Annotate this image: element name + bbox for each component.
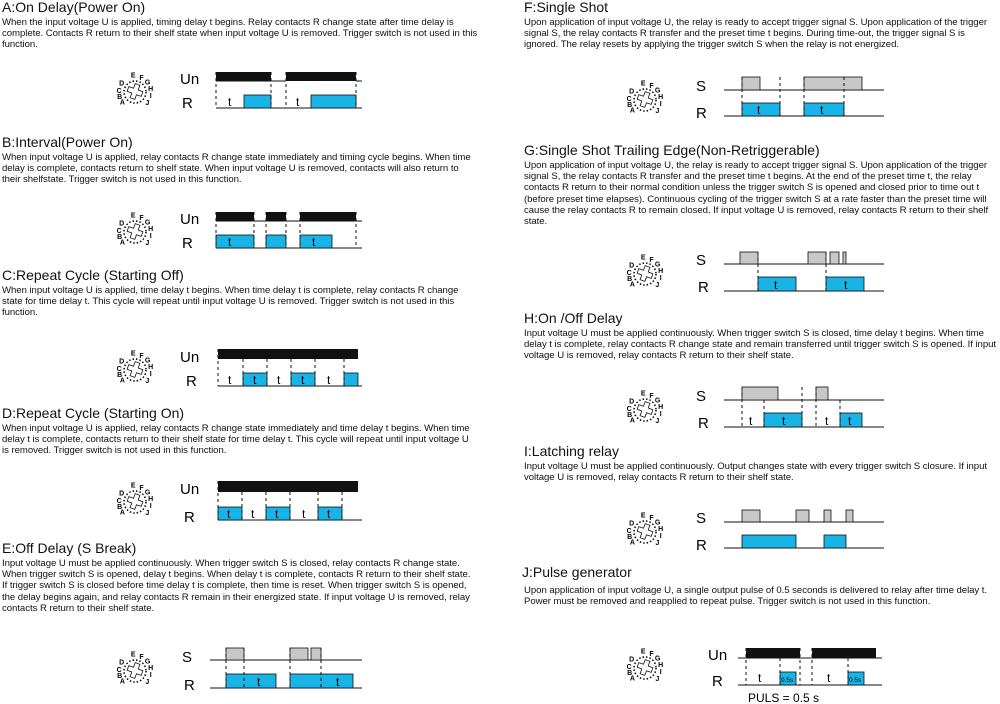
dial-letter: B: [117, 93, 123, 101]
dial-icon: [117, 652, 154, 686]
dial-letter: J: [145, 239, 150, 247]
dial-letter: F: [139, 653, 144, 661]
dial-letter: A: [119, 239, 125, 247]
dial-letter: E: [640, 80, 646, 88]
t-label: t: [825, 414, 829, 428]
timing-diagram-b: [110, 206, 370, 254]
row-label-2: R: [712, 673, 723, 690]
section-description: Upon application of input voltage U, a single output pulse of 0.5 seconds is delivered to relay after time delay t. Power must be removed and reapplied to repeat pulse. Trigger switch is not used in this function.: [524, 585, 988, 608]
t-label: t: [774, 278, 778, 292]
section-title: B:Interval(Power On): [2, 134, 133, 150]
t-label: t: [301, 373, 305, 387]
t-label: t: [296, 95, 300, 109]
section-e: [2, 541, 478, 614]
section-h: [524, 311, 1000, 362]
timing-diagram-j: [620, 644, 890, 704]
t-label: t: [758, 671, 762, 685]
t-label: t: [336, 675, 340, 689]
dial-letter: J: [655, 675, 660, 683]
row-label-2: R: [184, 509, 195, 526]
row-label-2: R: [696, 105, 707, 122]
timing-diagram-g: [620, 248, 890, 296]
dial-letter: E: [130, 651, 136, 659]
t-label: t: [327, 507, 331, 521]
dial-letter: G: [654, 519, 661, 527]
dial-letter: G: [144, 357, 151, 365]
row-label-1: S: [696, 510, 707, 527]
dial-letter: F: [139, 484, 144, 492]
row-label-1: S: [182, 649, 193, 666]
dial-letter: D: [629, 656, 635, 664]
dial-letter: I: [149, 92, 152, 100]
dial-letter: A: [629, 539, 635, 547]
row-label-1: Un: [180, 211, 200, 228]
section-a: [2, 0, 478, 51]
timing-diagram-d: [110, 476, 370, 524]
dial-letter: H: [148, 226, 154, 234]
t-label: t: [312, 235, 316, 249]
t-label: t: [228, 373, 232, 387]
dial-letter: I: [659, 274, 662, 282]
dial-letter: A: [629, 675, 635, 683]
row-label-2: R: [698, 415, 709, 432]
section-title: D:Repeat Cycle (Starting On): [2, 405, 185, 421]
dial-letter: J: [145, 377, 150, 385]
row-label-1: S: [696, 388, 707, 405]
dial-letter: I: [149, 370, 152, 378]
section-f: [524, 0, 1000, 51]
dial-letter: I: [659, 100, 662, 108]
dial-letter: G: [144, 489, 151, 497]
dial-letter: C: [116, 87, 122, 95]
t-label: t: [253, 373, 257, 387]
dial-letter: E: [130, 72, 136, 80]
dial-letter: E: [640, 390, 646, 398]
dial-letter: A: [119, 509, 125, 517]
section-description: Upon application of input voltage U, the relay is ready to accept trigger signal S. Upon application of the trigger signal S, the relay contacts R transfer and the preset time t begins. During time-out, the trigger signal S is ignored. The relay resets by applying the trigger switch S when the relay is not energized.: [524, 17, 988, 51]
dial-letter: A: [119, 678, 125, 686]
dial-letter: H: [658, 526, 664, 534]
t-label: t: [302, 507, 306, 521]
section-description: Input voltage U must be applied continuously. When trigger switch S is closed, time delay t begins. When time delay t is complete, relay contacts R change state and remain transferred until trigger switch S is opened. If input voltage U is removed, relay contacts R return to their shelf state.: [524, 328, 997, 362]
dial-letter: E: [640, 512, 646, 520]
dial-letter: G: [144, 79, 151, 87]
dial-letter: G: [654, 655, 661, 663]
timing-diagram-h: [620, 384, 890, 432]
section-title: F:Single Shot: [524, 0, 609, 15]
dial-letter: E: [130, 482, 136, 490]
dial-icon: [117, 483, 154, 517]
dial-letter: G: [654, 261, 661, 269]
pulse-label: 0.5s: [849, 677, 862, 684]
pulse-label: 0.5s: [781, 677, 794, 684]
row-label-2: R: [186, 373, 197, 390]
dial-letter: C: [116, 666, 122, 674]
dial-letter: F: [649, 514, 654, 522]
section-title: J:Pulse generator: [522, 564, 632, 580]
dial-letter: B: [627, 411, 633, 419]
dial-letter: D: [629, 262, 635, 270]
dial-letter: H: [658, 94, 664, 102]
dial-letter: D: [119, 358, 125, 366]
dial-letter: G: [144, 658, 151, 666]
dial-letter: B: [117, 503, 123, 511]
section-description: When input voltage U is applied, time delay t begins. When time delay t is complete, relay contacts R change state for time delay t. This cycle will repeat until input voltage U is removed. Trigger switch is not used in this function.: [2, 285, 459, 319]
dial-letter: D: [119, 80, 125, 88]
dial-letter: J: [655, 281, 660, 289]
section-c: [2, 268, 478, 319]
dial-letter: C: [116, 227, 122, 235]
dial-icon: [627, 391, 664, 425]
t-label: t: [227, 507, 231, 521]
dial-letter: H: [148, 364, 154, 372]
t-label: t: [277, 373, 281, 387]
t-label: t: [228, 235, 232, 249]
section-i: [524, 444, 1000, 483]
dial-letter: H: [658, 268, 664, 276]
dial-letter: D: [629, 398, 635, 406]
t-label: t: [848, 414, 852, 428]
dial-letter: D: [629, 520, 635, 528]
dial-letter: C: [116, 365, 122, 373]
t-label: t: [275, 507, 279, 521]
dial-letter: J: [145, 99, 150, 107]
dial-letter: D: [119, 490, 125, 498]
section-description: When input voltage U is applied, relay contacts R change state immediately and timing cycle begins. When time delay is complete, contacts return to shelf state. When input voltage U is removed, contacts will also return to their shelfstate. Trigger switch is not used in this function.: [2, 152, 471, 186]
row-label-1: Un: [180, 349, 200, 366]
section-title: A:On Delay(Power On): [2, 0, 146, 15]
section-title: I:Latching relay: [524, 443, 619, 459]
timing-diagram-c: [110, 344, 370, 392]
section-description: Input voltage U must be applied continuously. When trigger switch S is closed, relay contacts R change state. When trigger switch S is opened, delay t begins. When delay t is complete, contacts R return to their shelf state. If trigger switch S is closed before time delay t is complete, then time is reset. When trigger switch S is opened, the delay begins again, and relay contacts R remain in their energized state. If input voltage U is removed, relay contacts R return to their shelf state.: [2, 558, 471, 614]
dial-letter: C: [626, 405, 632, 413]
dial-letter: G: [654, 87, 661, 95]
row-label-2: R: [696, 537, 707, 554]
dial-letter: F: [139, 74, 144, 82]
dial-letter: A: [629, 281, 635, 289]
timing-diagram-f: [620, 74, 890, 122]
section-title: G:Single Shot Trailing Edge(Non-Retriggerable): [524, 142, 820, 158]
dial-icon: [627, 649, 664, 683]
timing-diagram-e: [110, 644, 370, 694]
section-j: [522, 565, 1000, 607]
dial-letter: G: [654, 397, 661, 405]
t-label: t: [327, 373, 331, 387]
row-label-1: Un: [708, 647, 728, 664]
section-title: E:Off Delay (S Break): [2, 540, 137, 556]
dial-letter: A: [119, 99, 125, 107]
dial-icon: [117, 213, 154, 247]
section-title: H:On /Off Delay: [524, 310, 623, 326]
row-label-2: R: [182, 95, 193, 112]
dial-letter: C: [626, 269, 632, 277]
section-g: [524, 143, 1000, 227]
dial-letter: G: [144, 219, 151, 227]
row-label-1: S: [696, 252, 707, 269]
t-label: t: [820, 103, 824, 117]
t-label: t: [251, 507, 255, 521]
row-label-2: R: [698, 279, 709, 296]
timing-diagram-i: [620, 506, 890, 554]
t-label: t: [228, 95, 232, 109]
dial-letter: D: [119, 220, 125, 228]
dial-letter: D: [629, 88, 635, 96]
dial-letter: B: [117, 371, 123, 379]
dial-letter: H: [148, 665, 154, 673]
section-description: When the input voltage U is applied, timing delay t begins. Relay contacts R change state after time delay is complete. Contacts R return to their shelf state when input voltage U is removed. Trigger switch is not used in this function.: [2, 17, 478, 51]
dial-letter: I: [659, 410, 662, 418]
timing-diagram-a: [110, 66, 370, 114]
section-description: Upon application of input voltage U, the relay is ready to accept trigger signal S. Upon application of the trigger signal S, the relay contacts R transfer and the preset time t begins. At the end of the preset time t, the relay contacts R return to their normal condition unless the trigger switch S is opened and closed prior to time out t (before preset time elapses). Continuous cycling of the trigger switch S at a rate faster than the preset time will cause the relay contacts R to remain closed. If input voltage U is removed, relay contacts R return to their shelf state.: [524, 160, 989, 228]
dial-letter: B: [117, 672, 123, 680]
dial-letter: H: [148, 496, 154, 504]
section-d: [2, 406, 478, 457]
t-label: t: [827, 671, 831, 685]
dial-letter: E: [640, 648, 646, 656]
dial-icon: [117, 73, 154, 107]
dial-letter: B: [117, 233, 123, 241]
puls-caption: PULS = 0.5 s: [748, 691, 820, 704]
dial-letter: A: [119, 377, 125, 385]
dial-letter: E: [130, 212, 136, 220]
dial-letter: B: [627, 533, 633, 541]
row-label-1: Un: [180, 71, 200, 88]
dial-icon: [117, 351, 154, 385]
dial-letter: I: [149, 502, 152, 510]
dial-letter: I: [149, 232, 152, 240]
dial-letter: H: [148, 86, 154, 94]
t-label: t: [844, 278, 848, 292]
section-description: Input voltage U must be applied continuously. Output changes state with every trigger switch S closure. If input voltage U is removed, relay contacts R return to their shelf state.: [524, 461, 987, 484]
dial-letter: A: [629, 107, 635, 115]
dial-letter: J: [655, 539, 660, 547]
dial-icon: [627, 513, 664, 547]
dial-letter: C: [626, 95, 632, 103]
dial-letter: C: [626, 663, 632, 671]
dial-letter: F: [649, 256, 654, 264]
dial-letter: H: [658, 404, 664, 412]
dial-icon: [627, 81, 664, 115]
dial-letter: J: [655, 417, 660, 425]
dial-letter: F: [649, 82, 654, 90]
t-label: t: [757, 103, 761, 117]
dial-letter: I: [659, 532, 662, 540]
dial-letter: B: [627, 275, 633, 283]
row-label-2: R: [184, 677, 195, 694]
dial-letter: A: [629, 417, 635, 425]
t-label: t: [257, 675, 261, 689]
dial-letter: B: [627, 101, 633, 109]
dial-letter: I: [659, 668, 662, 676]
dial-letter: H: [658, 662, 664, 670]
dial-letter: J: [145, 678, 150, 686]
dial-letter: F: [649, 650, 654, 658]
dial-letter: I: [149, 671, 152, 679]
dial-icon: [627, 255, 664, 289]
dial-letter: J: [145, 509, 150, 517]
dial-letter: E: [130, 350, 136, 358]
dial-letter: F: [649, 392, 654, 400]
dial-letter: J: [655, 107, 660, 115]
t-label: t: [782, 414, 786, 428]
t-label: t: [749, 414, 753, 428]
dial-letter: C: [116, 497, 122, 505]
dial-letter: F: [139, 352, 144, 360]
section-title: C:Repeat Cycle (Starting Off): [2, 267, 184, 283]
dial-letter: C: [626, 527, 632, 535]
row-label-1: S: [696, 78, 707, 95]
section-b: [2, 135, 478, 186]
row-label-2: R: [182, 235, 193, 252]
dial-letter: E: [640, 254, 646, 262]
section-description: When input voltage U is applied, relay contacts R change state immediately and time delay t begins. When time delay t is complete, contacts return to their shelf state for time delay t. This cycle will repeat until input voltage U is removed. Trigger switch is not used in this function.: [2, 423, 470, 457]
row-label-1: Un: [180, 481, 200, 498]
dial-letter: D: [119, 659, 125, 667]
dial-letter: F: [139, 214, 144, 222]
dial-letter: B: [627, 669, 633, 677]
